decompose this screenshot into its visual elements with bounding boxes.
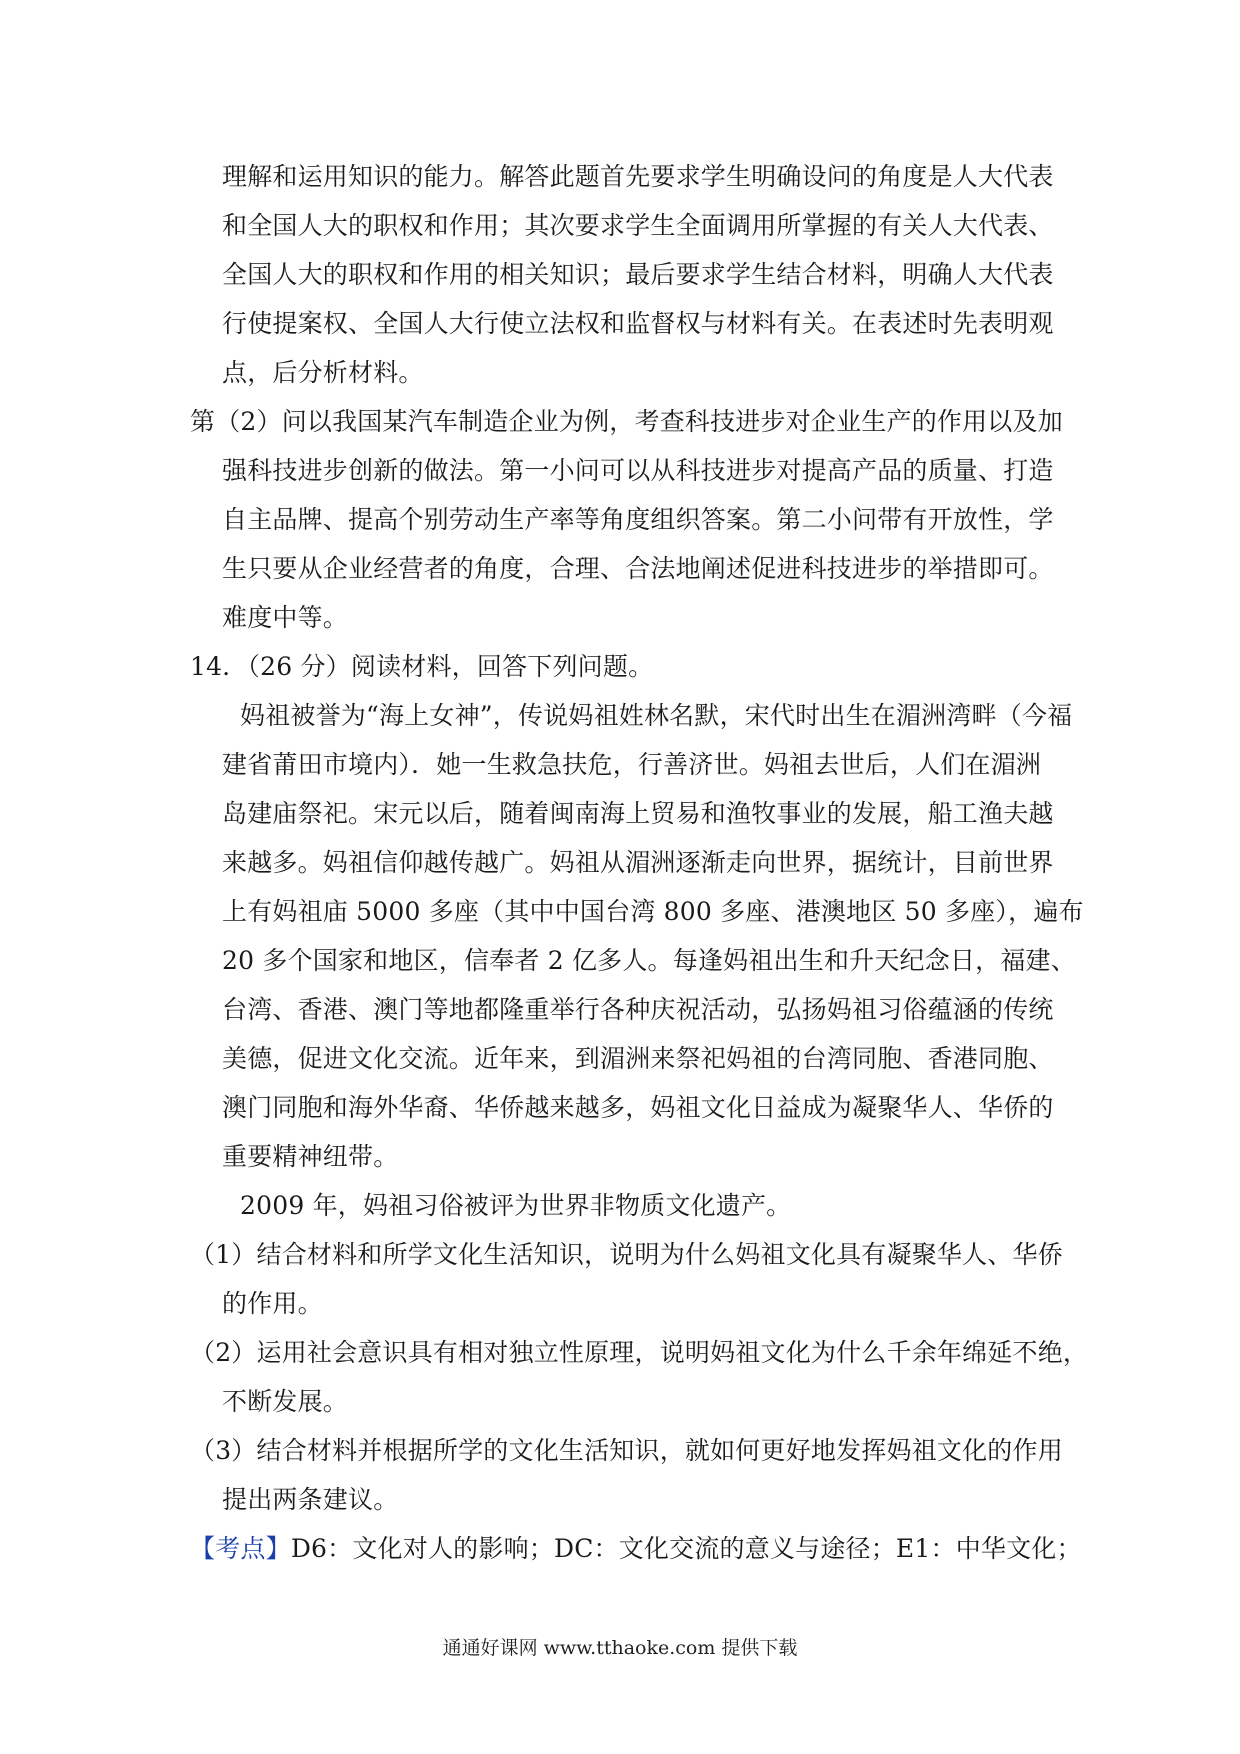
page-footer: 通通好课网 www.tthaoke.com 提供下载 (442, 1637, 798, 1659)
question-14-heading: 14．（26 分）阅读材料，回答下列问题。 (190, 652, 654, 681)
kaodian-label: 【考点】 (190, 1534, 291, 1563)
material-line-8: 美德，促进文化交流。近年来，到湄洲来祭祀妈祖的台湾同胞、香港同胞、 (222, 1044, 1054, 1073)
kaodian-line (190, 1532, 1082, 1566)
material-line-10: 重要精神纽带。 (222, 1142, 399, 1171)
material-line-2: 建省莆田市境内）．她一生救急扶危，行善济世。妈祖去世后，人们在湄洲 (222, 750, 1042, 779)
analysis-q2-line-2: 强科技进步创新的做法。第一小问可以从科技进步对提高产品的质量、打造 (222, 456, 1054, 485)
kaodian-text: D6：文化对人的影响；DC：文化交流的意义与途径；E1：中华文化； (290, 1534, 1082, 1563)
analysis-q1-line-1: 理解和运用知识的能力。解答此题首先要求学生明确设问的角度是人大代表 (222, 162, 1054, 191)
analysis-q1-line-5: 点，后分析材料。 (222, 358, 424, 387)
material-line-1: 妈祖被誉为“海上女神”，传说妈祖姓林名默，宋代时出生在湄洲湾畔（今福 (240, 701, 1073, 730)
material-line-7: 台湾、香港、澳门等地都隆重举行各种庆祝活动，弘扬妈祖习俗蕴涵的传统 (222, 995, 1054, 1024)
analysis-q2-line-4: 生只要从企业经营者的角度，合理、合法地阐述促进科技进步的举措即可。 (222, 554, 1054, 583)
analysis-q1-line-4: 行使提案权、全国人大行使立法权和监督权与材料有关。在表述时先表明观 (222, 309, 1054, 338)
sub-question-3-line-1: （3）结合材料并根据所学的文化生活知识，就如何更好地发挥妈祖文化的作用 (190, 1436, 1063, 1465)
analysis-q2-line-5: 难度中等。 (222, 603, 349, 632)
analysis-q1-line-2: 和全国人大的职权和作用；其次要求学生全面调用所掌握的有关人大代表、 (222, 211, 1054, 240)
analysis-q2-line-3: 自主品牌、提高个别劳动生产率等角度组织答案。第二小问带有开放性，学 (222, 505, 1054, 534)
material-2009: 2009 年，妈祖习俗被评为世界非物质文化遗产。 (240, 1191, 792, 1220)
sub-question-2-line-2: 不断发展。 (222, 1387, 349, 1416)
material-line-6: 20 多个国家和地区，信奉者 2 亿多人。每逢妈祖出生和升天纪念日，福建、 (222, 946, 1076, 975)
material-line-4: 来越多。妈祖信仰越传越广。妈祖从湄洲逐渐走向世界，据统计，目前世界 (222, 848, 1054, 877)
analysis-q2-line-1: 第（2）问以我国某汽车制造企业为例，考查科技进步对企业生产的作用以及加 (190, 407, 1063, 436)
material-line-3: 岛建庙祭祀。宋元以后，随着闽南海上贸易和渔牧事业的发展，船工渔夫越 (222, 799, 1054, 828)
sub-question-3-line-2: 提出两条建议。 (222, 1485, 399, 1514)
sub-question-1-line-2: 的作用。 (222, 1289, 323, 1318)
material-line-9: 澳门同胞和海外华裔、华侨越来越多，妈祖文化日益成为凝聚华人、华侨的 (222, 1093, 1054, 1122)
sub-question-1-line-1: （1）结合材料和所学文化生活知识，说明为什么妈祖文化具有凝聚华人、华侨 (190, 1240, 1063, 1269)
sub-question-2-line-1: （2）运用社会意识具有相对独立性原理，说明妈祖文化为什么千余年绵延不绝， (190, 1338, 1089, 1367)
analysis-q1-line-3: 全国人大的职权和作用的相关知识；最后要求学生结合材料，明确人大代表 (222, 260, 1054, 289)
material-line-5: 上有妈祖庙 5000 多座（其中中国台湾 800 多座、港澳地区 50 多座），遍布 (222, 897, 1084, 926)
